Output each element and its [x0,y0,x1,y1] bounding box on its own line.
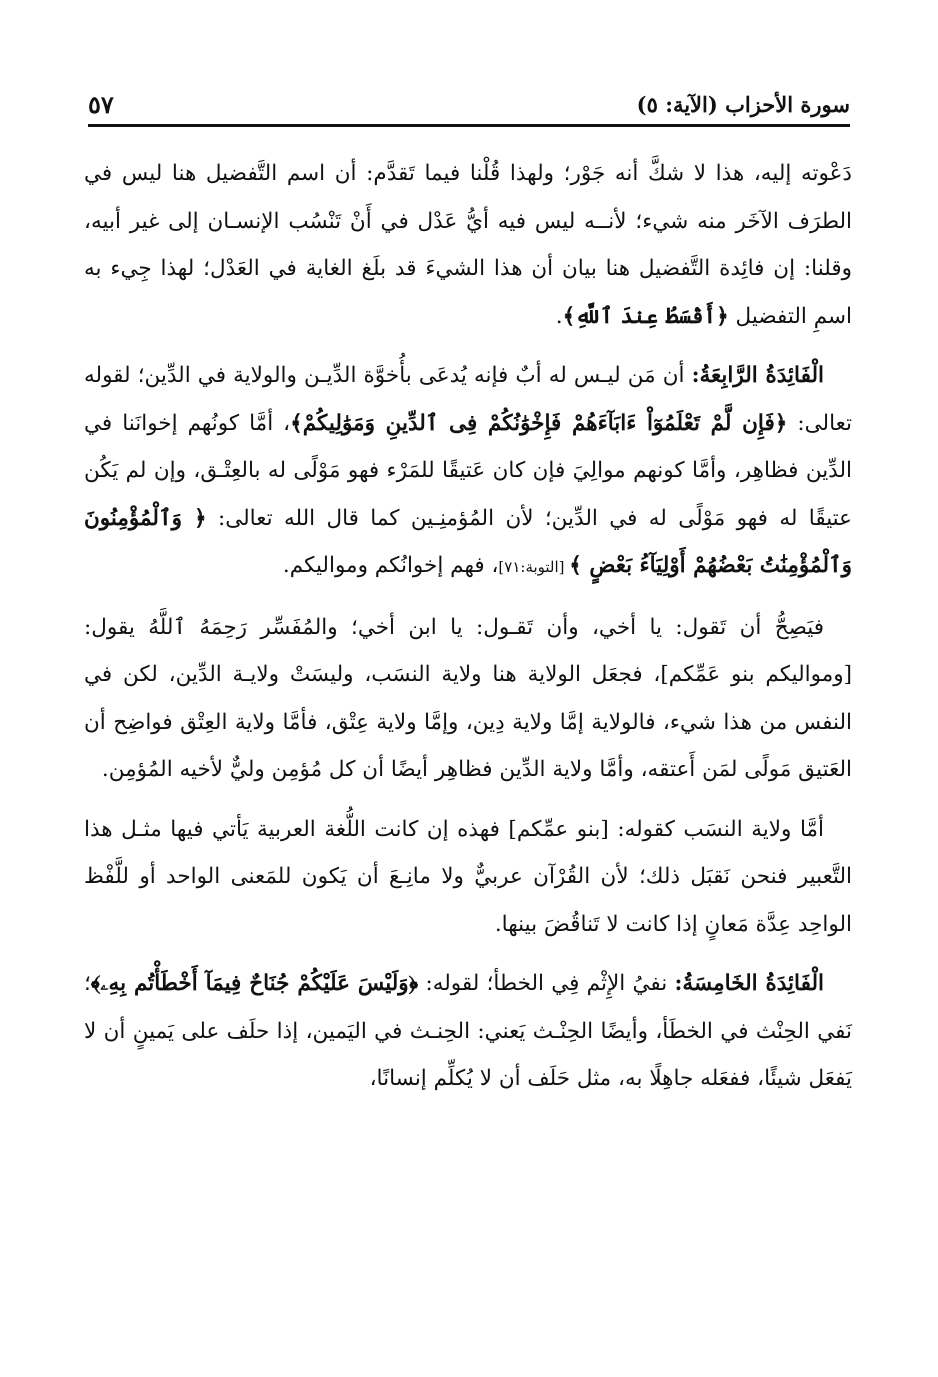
paragraph [84,960,852,1103]
paragraph [84,352,852,592]
text-run: أن مَن ليـس له أبٌ فإنه يُدعَى بأُخوَّة الدِّيـن والولاية في الدِّين؛ لقوله تعالى: [84,363,852,436]
verse-reference: [التوبة:٧١] [498,558,570,576]
quran-verse: ﴿وَلَيْسَ عَلَيْكُمْ جُنَاحٌ فِيمَآ أَخْطَأْتُم بِهِۦ﴾ [90,971,419,996]
text-run: ؛ نَفي الحِنْث في الخطَأ، وأيضًا الحِنْـث يَعني: الحِنـث في اليَمين، إذا حلَف على يَمينٍ أن لا يَفعَل شيئًا، ففعَله جاهِلًا به، مثل حَلَف أن لا يُكلِّم إنسانًا، [84,971,852,1091]
text-run: ، أمَّا كونُهم إخوانَنا في الدِّين فظاهِر، وأمَّا كونهم موالِيَ فإن كان عَتيقًا للمَرْء فهو مَوْلًى له بالعِتْـق، وإن لم يَكُن عتيقًا له فهو مَوْلًى له في الدِّين؛ لأن المُؤمنِـين كما قال الله تعالى: [84,410,852,531]
text-run: أمَّا ولاية النسَب كقوله: [بنو عمِّكم] فهذه إن كانت اللُّغة العربية يَأتي فيها مثـل هذا التَّعبير فنحن نَقبَل ذلك؛ لأن القُرْآن عربيٌّ ولا مانِـعَ أن يَكون للمَعنى الواحد أو للَّفْظ الواحِد عِدَّة مَعانٍ إذا كانت لا تَناقُضَ بينها. [84,816,852,937]
quran-verse: ﴿فَإِن لَّمْ تَعْلَمُوٓاْ ءَابَآءَهُمْ فَإِخْوَٰنُكُمْ فِى ٱلدِّينِ وَمَوَٰلِيكُمْ﴾ [290,410,788,436]
paragraph [84,150,852,340]
page-number: ٥٧ [88,90,114,119]
paragraph [84,604,852,794]
surah-title: سورة الأحزاب (الآية: ٥) [636,92,850,117]
quran-verse: ﴿أَقْسَطُ عِندَ ٱللَّهِ﴾ [562,303,729,329]
page-header [88,88,850,124]
text-run: . [555,303,563,329]
text-run: دَعْوته إليه، هذا لا شكَّ أنه جَوْر؛ ولهذا قُلْنا فيما تَقدَّم: أن اسم التَّفضيل هنا ليس في الطرَف الآخَر منه شيء؛ لأنــه ليس فيه أيُّ عَدْل في أَنْ تَنْسُب الإنسـان إلى غير أبيه، وقلنا: إن فائِدة التَّفضيل هنا بيان أن هذا الشيءَ قد بلَغ الغاية في العَدْل؛ لهذا جِيء به اسمِ التفضيل [84,161,852,329]
text-run: فيَصِحُّ أن تَقول: يا أخي، وأن تَقـول: يا ابن أخي؛ والمُفَسِّر رَحِمَهُ ٱللَّهُ يقول: [ومواليكم بنو عَمِّكم]، فجعَل الولاية هنا ولاية النسَب، وليسَتْ ولايـة الدِّين، لكن في النفس من هذا شيء، فالولاية إمَّا ولاية دِين، وإمَّا ولاية عِتْق، فأمَّا ولاية العِتْق فواضِح أن العَتيق مَولًى لمَن أَعتقه، وأمَّا ولاية الدِّين فظاهِر أيضًا أن كل مُؤمِن وليٌّ لأخيه المُؤمِن. [84,614,852,782]
quran-verse: ﴿ وَٱلْمُؤْمِنُونَ وَٱلْمُؤْمِنَٰتُ بَعْضُهُمْ أَوْلِيَآءُ بَعْضٍ ﴾ [84,505,852,578]
section-heading: الْفَائِدَةُ الخَامِسَةُ: [674,971,824,996]
body-text [84,150,852,1115]
header-divider [88,124,850,127]
text-run: نفيُ الإِثْم فِي الخطأ؛ لقوله: [418,971,675,996]
paragraph [84,806,852,949]
section-heading: الْفَائِدَةُ الرَّابِعَةُ: [691,363,824,388]
text-run: ، فهم إخوانُكم ومواليكم. [282,553,499,578]
